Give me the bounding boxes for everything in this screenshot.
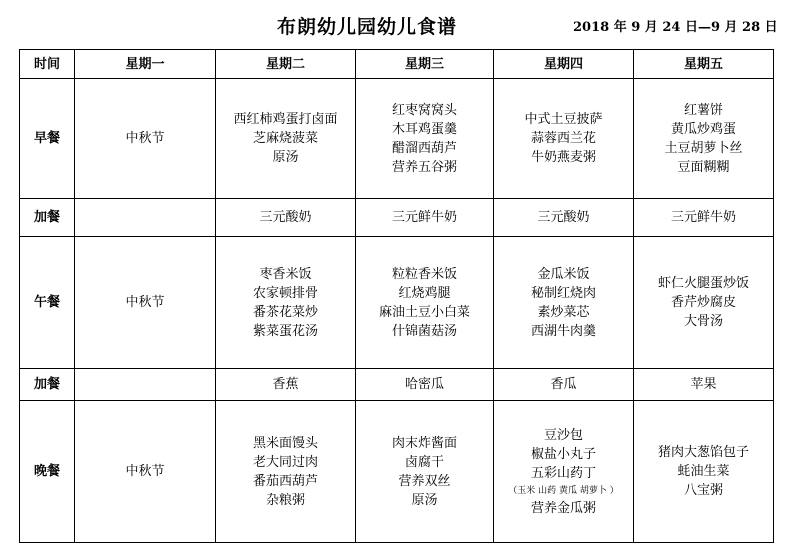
column-header-friday: 星期五 xyxy=(634,50,774,79)
menu-cell-friday xyxy=(634,401,774,543)
column-header-time: 时间 xyxy=(20,50,75,79)
menu-item: 八宝粥 xyxy=(683,483,723,498)
menu-cell-thursday xyxy=(494,401,634,543)
menu-cell-friday xyxy=(634,237,774,369)
menu-item: 卤腐干 xyxy=(404,454,444,470)
column-header-wednesday: 星期三 xyxy=(356,50,494,79)
meal-label: 早餐 xyxy=(20,79,75,199)
menu-item: 原汤 xyxy=(411,492,438,508)
menu-item: 三元鲜牛奶 xyxy=(391,210,457,225)
menu-cell-friday xyxy=(634,369,774,401)
menu-item: 椒盐小丸子 xyxy=(530,446,596,462)
meal-row-snack-afternoon xyxy=(20,369,774,401)
column-header-tuesday: 星期二 xyxy=(216,50,356,79)
page-title: 布朗幼儿园幼儿食谱 xyxy=(277,16,458,38)
menu-item: 香芹炒腐皮 xyxy=(670,295,736,310)
menu-item: 芝麻烧菠菜 xyxy=(252,131,318,146)
menu-cell-thursday xyxy=(494,237,634,369)
meal-label: 加餐 xyxy=(20,199,75,237)
meal-label: 午餐 xyxy=(20,237,75,369)
menu-item: 苹果 xyxy=(690,377,717,392)
menu-item: 虾仁火腿蛋炒饭 xyxy=(657,276,749,291)
menu-cell-tuesday xyxy=(216,237,356,369)
menu-item: 蚝油生菜 xyxy=(677,464,730,479)
menu-item: 中秋节 xyxy=(125,131,165,146)
menu-cell-wednesday xyxy=(356,79,494,199)
meal-row-snack-morning xyxy=(20,199,774,237)
menu-item: 番茄西葫芦 xyxy=(252,473,318,489)
menu-item: 营养金瓜粥 xyxy=(530,500,596,516)
menu-table xyxy=(19,49,774,543)
menu-cell-wednesday xyxy=(356,369,494,401)
menu-item: 红枣窝窝头 xyxy=(391,102,457,118)
menu-item: 香瓜 xyxy=(550,377,577,392)
header-row xyxy=(20,50,774,79)
menu-cell-wednesday xyxy=(356,237,494,369)
menu-item: 红薯饼 xyxy=(683,102,723,118)
menu-item: 肉末炸酱面 xyxy=(391,435,457,451)
menu-item: 粒粒香米饭 xyxy=(391,266,457,282)
column-header-thursday: 星期四 xyxy=(494,50,634,79)
meal-row-breakfast xyxy=(20,79,774,199)
menu-item: 三元鲜牛奶 xyxy=(670,210,736,225)
menu-item: 猪肉大葱馅包子 xyxy=(657,445,749,460)
menu-cell-monday xyxy=(75,237,216,369)
menu-cell-thursday xyxy=(494,79,634,199)
menu-item: 大骨汤 xyxy=(683,314,723,329)
menu-item: 营养五谷粥 xyxy=(391,159,457,175)
column-header-monday: 星期一 xyxy=(75,50,216,79)
menu-item: 西红柿鸡蛋打卤面 xyxy=(233,112,338,127)
menu-item: 五彩山药丁 xyxy=(530,465,596,481)
menu-item: 香蕉 xyxy=(272,377,299,392)
menu-item: 金瓜米饭 xyxy=(537,266,590,282)
menu-item: 什锦菌菇汤 xyxy=(391,323,457,339)
menu-item: 中秋节 xyxy=(125,464,165,479)
menu-cell-wednesday xyxy=(356,401,494,543)
menu-item: 中秋节 xyxy=(125,295,165,310)
menu-cell-monday xyxy=(75,199,216,237)
menu-item: 红烧鸡腿 xyxy=(398,285,451,301)
meal-row-dinner xyxy=(20,401,774,543)
menu-item: 豆面糊糊 xyxy=(677,159,730,175)
date-range: 2018 年 9 月 24 日—9 月 28 日 xyxy=(573,20,778,35)
meal-row-lunch xyxy=(20,237,774,369)
menu-item: 中式土豆披萨 xyxy=(524,112,603,127)
meal-label: 加餐 xyxy=(20,369,75,401)
menu-item: 素炒菜芯 xyxy=(537,304,590,320)
menu-cell-wednesday xyxy=(356,199,494,237)
menu-cell-tuesday xyxy=(216,79,356,199)
meal-label: 晚餐 xyxy=(20,401,75,543)
menu-cell-friday xyxy=(634,199,774,237)
menu-item: （玉米 山药 黄瓜 胡萝卜 ） xyxy=(508,485,619,496)
menu-table-body xyxy=(20,50,774,543)
menu-cell-monday xyxy=(75,369,216,401)
menu-item: 豆沙包 xyxy=(543,427,583,443)
menu-item: 西湖牛肉羹 xyxy=(530,323,596,339)
menu-cell-thursday xyxy=(494,199,634,237)
menu-item: 秘制红烧肉 xyxy=(530,285,596,301)
menu-item: 黑米面馒头 xyxy=(252,435,318,451)
menu-cell-tuesday xyxy=(216,369,356,401)
menu-item: 牛奶燕麦粥 xyxy=(530,150,596,165)
menu-item: 蒜蓉西兰花 xyxy=(530,131,596,146)
menu-cell-monday xyxy=(75,79,216,199)
menu-cell-thursday xyxy=(494,369,634,401)
menu-item: 黄瓜炒鸡蛋 xyxy=(670,121,736,137)
menu-item: 三元酸奶 xyxy=(537,210,590,225)
menu-item: 木耳鸡蛋羹 xyxy=(391,121,457,137)
menu-item: 三元酸奶 xyxy=(259,210,312,225)
menu-item: 老大同过肉 xyxy=(252,454,318,470)
menu-item: 杂粮粥 xyxy=(265,492,305,508)
menu-item: 哈密瓜 xyxy=(404,377,444,392)
menu-item: 紫菜蛋花汤 xyxy=(252,323,318,339)
menu-cell-tuesday xyxy=(216,199,356,237)
menu-item: 土豆胡萝卜丝 xyxy=(664,140,743,156)
menu-cell-monday xyxy=(75,401,216,543)
menu-cell-tuesday xyxy=(216,401,356,543)
menu-item: 番茶花菜炒 xyxy=(252,304,318,320)
menu-item: 醋溜西葫芦 xyxy=(391,140,457,156)
menu-item: 原汤 xyxy=(272,150,299,165)
menu-item: 枣香米饭 xyxy=(259,266,312,282)
menu-item: 农家顿排骨 xyxy=(252,285,318,301)
menu-cell-friday xyxy=(634,79,774,199)
menu-item: 麻油土豆小白菜 xyxy=(378,304,470,320)
menu-item: 营养双丝 xyxy=(398,473,451,489)
